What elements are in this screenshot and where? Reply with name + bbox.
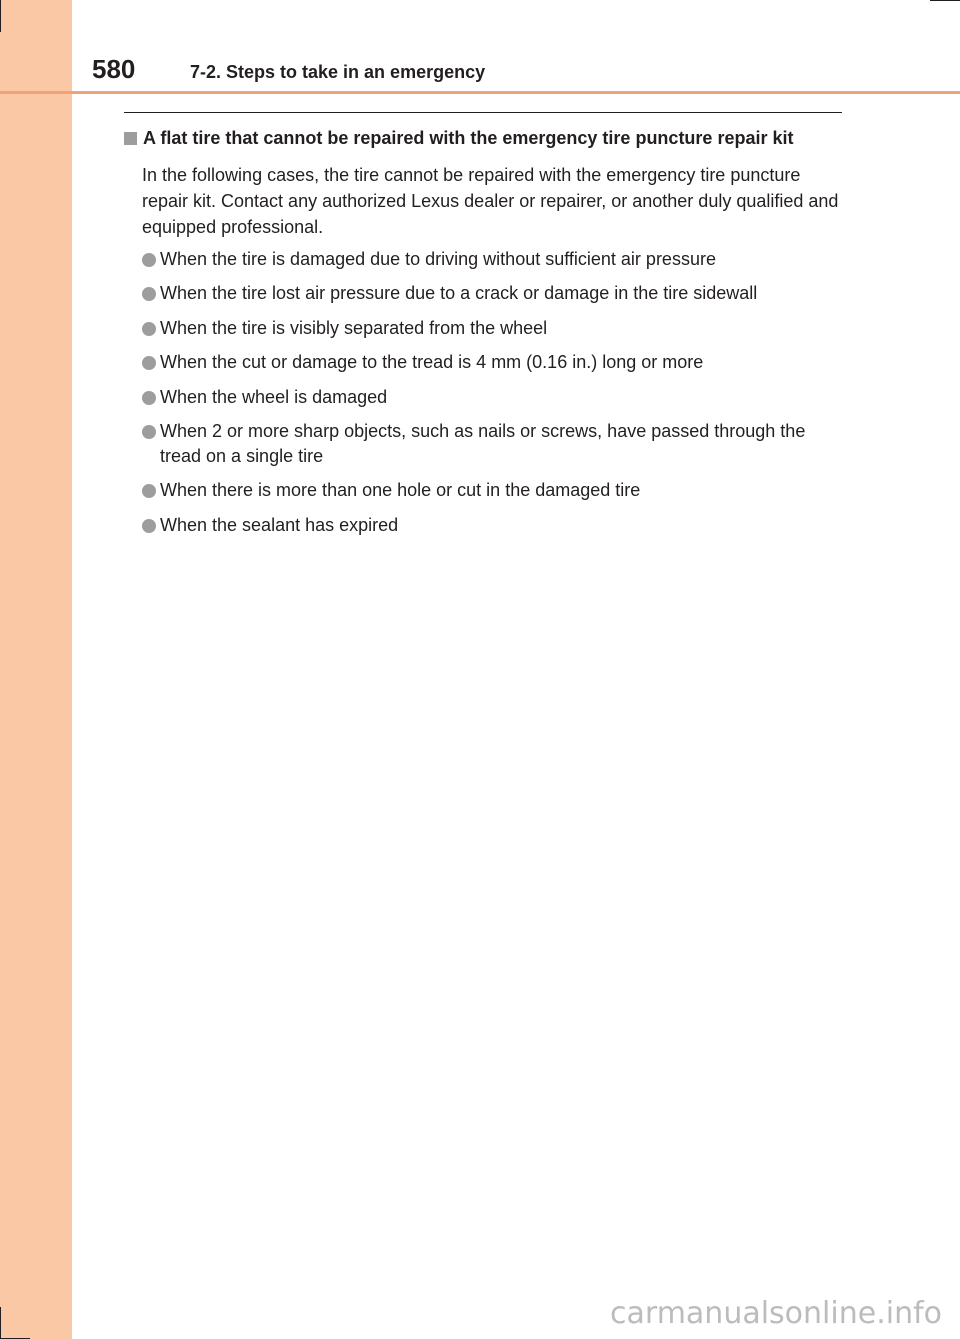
list-item <box>142 385 844 410</box>
round-bullet-icon <box>142 287 156 301</box>
list-item-text: When the tire lost air pressure due to a crack or damage in the tire sidewall <box>160 283 758 304</box>
round-bullet-icon <box>142 425 156 439</box>
intro-paragraph: In the following cases, the tire cannot be repaired with the emergency tire puncture repair kit. Contact any authorized Lexus dealer or repairer, or another duly qualified and equipped professional. <box>142 165 839 237</box>
section-title: 7-2. Steps to take in an emergency <box>190 62 486 82</box>
list-item <box>142 478 844 503</box>
watermark-text: carmanualsonline.info <box>610 1296 942 1331</box>
page-number: 580 <box>92 54 136 84</box>
list-item <box>142 350 844 375</box>
list-item <box>142 247 844 272</box>
crop-mark-top-right-h <box>930 0 960 1</box>
list-item <box>142 419 844 469</box>
round-bullet-icon <box>142 253 156 267</box>
square-bullet-icon <box>124 132 137 145</box>
header-rule <box>0 91 960 94</box>
round-bullet-icon <box>142 322 156 336</box>
content-divider <box>124 112 842 113</box>
topic-heading-text: A flat tire that cannot be repaired with the emergency tire puncture repair kit <box>143 128 794 148</box>
list-item <box>142 316 844 341</box>
list-item-text: When the tire is visibly separated from the wheel <box>160 317 548 338</box>
topic-heading <box>124 128 844 149</box>
condition-list <box>142 247 844 547</box>
list-item <box>142 513 844 538</box>
round-bullet-icon <box>142 519 156 533</box>
list-item-text: When there is more than one hole or cut in the damaged tire <box>160 480 641 501</box>
list-item-text: When the tire is damaged due to driving without sufficient air pressure <box>160 249 716 269</box>
round-bullet-icon <box>142 356 156 370</box>
list-item-text: When the cut or damage to the tread is 4 mm (0.16 in.) long or more <box>160 352 704 373</box>
crop-mark-top-left-v <box>0 0 1 32</box>
crop-mark-bottom-left-v <box>0 1307 1 1339</box>
side-color-band <box>0 0 72 1339</box>
list-item-text: When the sealant has expired <box>160 514 399 535</box>
round-bullet-icon <box>142 484 156 498</box>
list-item-text: When the wheel is damaged <box>160 386 388 407</box>
round-bullet-icon <box>142 391 156 405</box>
list-item <box>142 281 844 306</box>
list-item-text: When 2 or more sharp objects, such as nails or screws, have passed through the tread on a single tire <box>160 420 806 466</box>
